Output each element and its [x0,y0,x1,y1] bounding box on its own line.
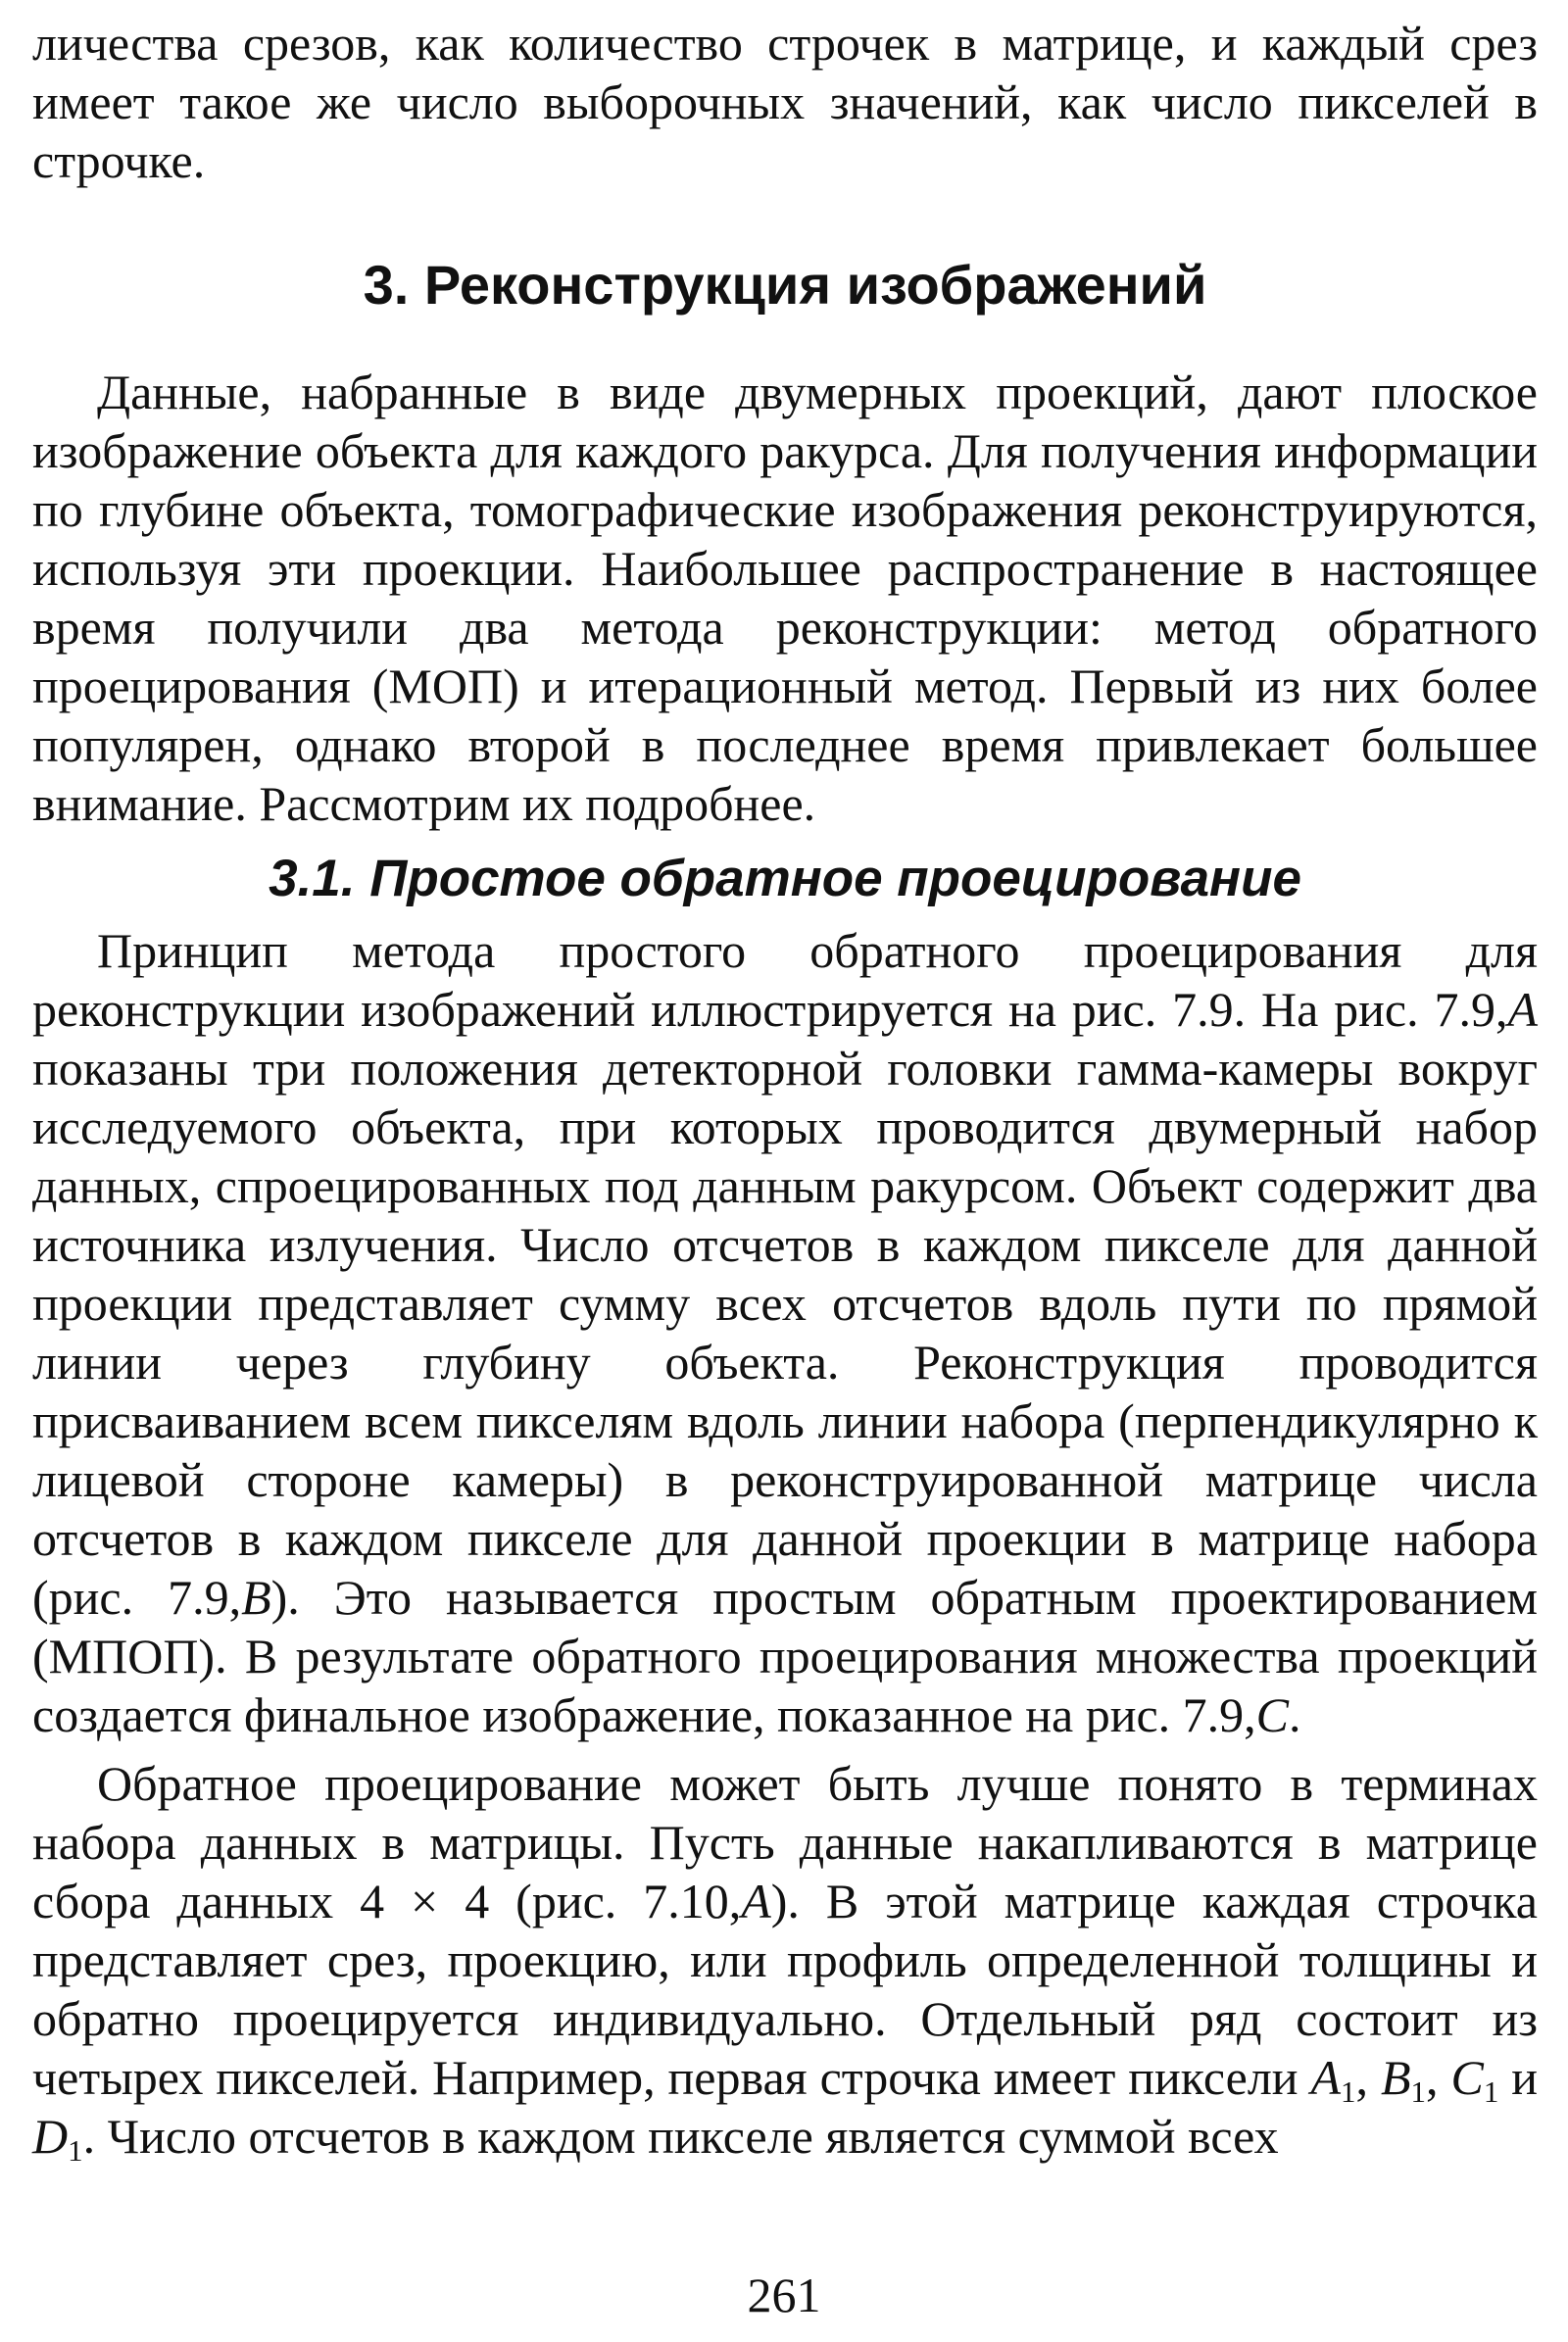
pixel-a-index: 1 [1341,2074,1356,2109]
paragraph-matrix-terms [32,1754,1538,2166]
pixel-b-index: 1 [1410,2074,1427,2109]
figure-ref-letter: С [1255,1687,1290,1742]
text-run: ). В этой матрице каждая строчка представляет срез, проекцию, или профиль определенной толщины и обратно проецируется индивидуально. Отдельный ряд состоит из четырех пикселей. Например, первая строчка имеет пиксели [32,1874,1538,2105]
page-content [32,14,1538,2166]
separator: , [1426,2050,1451,2105]
text-run: . Число отсчетов в каждом пикселе является суммой всех [82,2109,1279,2164]
separator: и [1498,2050,1539,2105]
page-number: 261 [747,2268,821,2322]
section-title: 3. Реконструкция изображений [363,254,1207,316]
pixel-d-index: 1 [68,2132,83,2168]
paragraph-backprojection-principle [32,921,1538,1744]
section-paragraph: Данные, набранные в виде двумерных проекций, дают плоское изображение объекта для каждого ракурса. Для получения информации по глубине объекта, томографические изображения реконструируются, используя эти проекции. Наибольшее распространение в настоящее время получили два метода реконструкции: метод обратного проецирования (МОП) и итерационный метод. Первый из них более популярен, однако второй в последнее время привлекает большее внимание. Рассмотрим их подробнее. [32,365,1538,831]
text-run: показаны три положения детекторной головки гамма-камеры вокруг исследуемого объекта, при которых проводится двумерный набор данных, спроецированных под данным ракурсом. Объект содержит два источника излучения. Число отсчетов в каждом пикселе для данной проекции представляет сумму всех отсчетов вдоль пути по прямой линии через глубину объекта. Реконструкция проводится присваиванием всем пикселям вдоль линии набора (перпендикулярно к лицевой стороне камеры) в реконструированной матрице числа отсчетов в каждом пикселе для данной проекции в матрице набора (рис. 7.9, [32,1041,1538,1625]
text-run: . [1289,1687,1301,1742]
text-run: Обратное проецирование может быть лучше понято в терминах набора данных в матрицы. Пусть данные накапливаются в матрице сбора данных 4 × 4 (рис. 7.10, [32,1756,1538,1928]
pixel-a: A [1310,2050,1342,2105]
pixel-c: C [1450,2050,1484,2105]
subsection-title: 3.1. Простое обратное проецирование [269,850,1301,907]
text-run: ). Это называется простым обратным проектированием (МПОП). В результате обратного проецирования множества проекций создается финальное изображение, показанное на рис. 7.9, [32,1570,1538,1742]
separator: , [1355,2050,1381,2105]
pixel-b: B [1380,2050,1411,2105]
pixel-d: D [32,2109,69,2164]
intro-paragraph: личества срезов, как количество строчек в матрице, и каждый срез имеет такое же число выборочных значений, как число пикселей в строчке. [32,16,1538,188]
figure-ref-letter: А [1507,982,1538,1037]
pixel-c-index: 1 [1483,2074,1499,2109]
figure-ref-letter: В [241,1570,271,1625]
text-run: Принцип метода простого обратного проецирования для реконструкции изображений иллюстрируется на рис. 7.9. На рис. 7.9, [32,923,1538,1037]
figure-ref-letter: А [741,1874,771,1928]
